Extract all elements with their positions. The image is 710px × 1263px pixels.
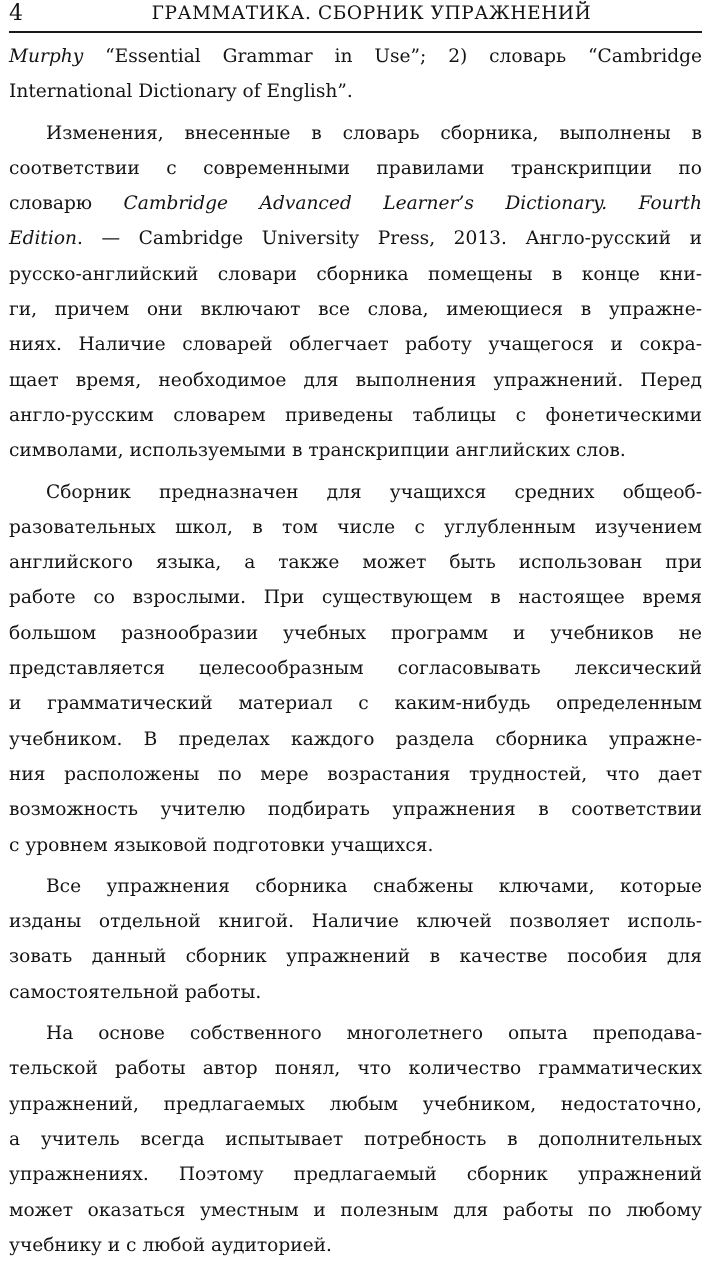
text-line xyxy=(9,975,702,1010)
text-line xyxy=(9,292,702,327)
text-segment: англо-русским словарем приведены таблицы с фонетическими xyxy=(9,404,702,426)
running-title: ГРАММАТИКА. СБОРНИК УПРАЖНЕНИЙ xyxy=(151,3,592,24)
text-line xyxy=(9,510,702,545)
italic-text: Murphy xyxy=(9,46,84,67)
text-segment: ния расположены по мере возрастания трудностей, что дает xyxy=(9,763,702,785)
text-segment: возможность учителю подбирать упражнения в соответствии xyxy=(9,799,702,821)
text-line xyxy=(9,74,702,109)
text-segment: может оказаться уместным и полезным для работы по любому xyxy=(9,1199,702,1221)
text-line xyxy=(9,939,702,974)
text-line xyxy=(9,757,702,792)
text-segment: словарю xyxy=(9,193,124,215)
text-segment: работе со взрослыми. При существующем в настоящее время xyxy=(9,587,702,609)
text-line xyxy=(9,475,702,510)
text-segment: русско-английский словари сборника помещены в конце кни- xyxy=(9,263,702,285)
text-segment: упражнениях. Поэтому предлагаемый сборник упражнений xyxy=(9,1164,702,1186)
text-segment: самостоятельной работы. xyxy=(9,981,262,1003)
text-line xyxy=(9,1122,702,1157)
text-line xyxy=(9,39,702,74)
text-line xyxy=(9,1051,702,1086)
text-segment: учебнику и с любой аудиторией. xyxy=(9,1234,332,1256)
text-line xyxy=(9,363,702,398)
text-line xyxy=(9,186,702,221)
text-line xyxy=(9,1157,702,1192)
text-segment: представляется целесообразным согласовывать лексический xyxy=(9,658,702,680)
page-number: 4 xyxy=(9,1,23,26)
text-line xyxy=(9,792,702,827)
text-line xyxy=(9,1087,702,1122)
text-segment: с уровнем языковой подготовки учащихся. xyxy=(9,834,434,856)
text-segment: Все упражнения сборника снабжены ключами, которые xyxy=(46,875,702,897)
text-line xyxy=(9,433,702,468)
text-line xyxy=(9,580,702,615)
text-line xyxy=(9,116,702,151)
text-line xyxy=(9,1016,702,1051)
text-segment: изданы отдельной книгой. Наличие ключей позволяет исполь- xyxy=(9,911,702,933)
text-line xyxy=(9,616,702,651)
text-segment: символами, используемыми в транскрипции английских слов. xyxy=(9,440,626,462)
text-segment: International Dictionary of English”. xyxy=(9,81,353,103)
text-line xyxy=(9,1228,702,1263)
text-segment: тельской работы автор понял, что количество грамматических xyxy=(9,1058,702,1080)
text-segment: ги, причем они включают все слова, имеющиеся в упражне- xyxy=(9,299,702,321)
text-segment: На основе собственного многолетнего опыта преподава- xyxy=(46,1023,702,1045)
text-line xyxy=(9,869,702,904)
text-segment: учебником. В пределах каждого раздела сборника упражне- xyxy=(9,728,702,750)
text-line xyxy=(9,1193,702,1228)
text-segment: Изменения, внесенные в словарь сборника, выполнены в xyxy=(46,122,702,144)
italic-text: Cambridge Advanced Learner’s Dictionary. Fourth xyxy=(123,193,702,215)
text-line xyxy=(9,257,702,292)
text-line xyxy=(9,651,702,686)
text-line xyxy=(9,686,702,721)
text-segment: щает время, необходимое для выполнения упражнений. Перед xyxy=(9,369,702,391)
text-segment: упражнений, предлагаемых любым учебником, недостаточно, xyxy=(9,1093,702,1115)
text-segment: а учитель всегда испытывает потребность в дополнительных xyxy=(9,1128,702,1150)
text-segment: ниях. Наличие словарей облегчает работу учащегося и сокра- xyxy=(9,334,702,356)
text-line xyxy=(9,398,702,433)
text-line xyxy=(9,904,702,939)
text-line xyxy=(9,327,702,362)
body-text xyxy=(9,39,702,1263)
text-segment: и грамматический материал с каким-нибудь определенным xyxy=(9,693,702,715)
text-segment: зовать данный сборник упражнений в качестве пособия для xyxy=(9,946,702,968)
text-line xyxy=(9,221,702,256)
text-segment: . — Cambridge University Press, 2013. Англо-русский и xyxy=(77,228,702,250)
text-segment: Сборник предназначен для учащихся средних общеоб- xyxy=(46,481,702,503)
running-head xyxy=(9,0,702,33)
text-segment: “Essential Grammar in Use”; 2) словарь “Cambridge xyxy=(83,46,702,67)
text-segment: английского языка, а также может быть использован при xyxy=(9,552,702,574)
text-segment: разовательных школ, в том числе с углубленным изучением xyxy=(9,516,702,538)
text-segment: большом разнообразии учебных программ и учебников не xyxy=(9,622,702,644)
text-line xyxy=(9,722,702,757)
italic-text: Edition xyxy=(9,228,78,250)
text-line xyxy=(9,151,702,186)
text-line xyxy=(9,545,702,580)
text-segment: соответствии с современными правилами транскрипции по xyxy=(9,157,702,179)
text-line xyxy=(9,828,702,863)
